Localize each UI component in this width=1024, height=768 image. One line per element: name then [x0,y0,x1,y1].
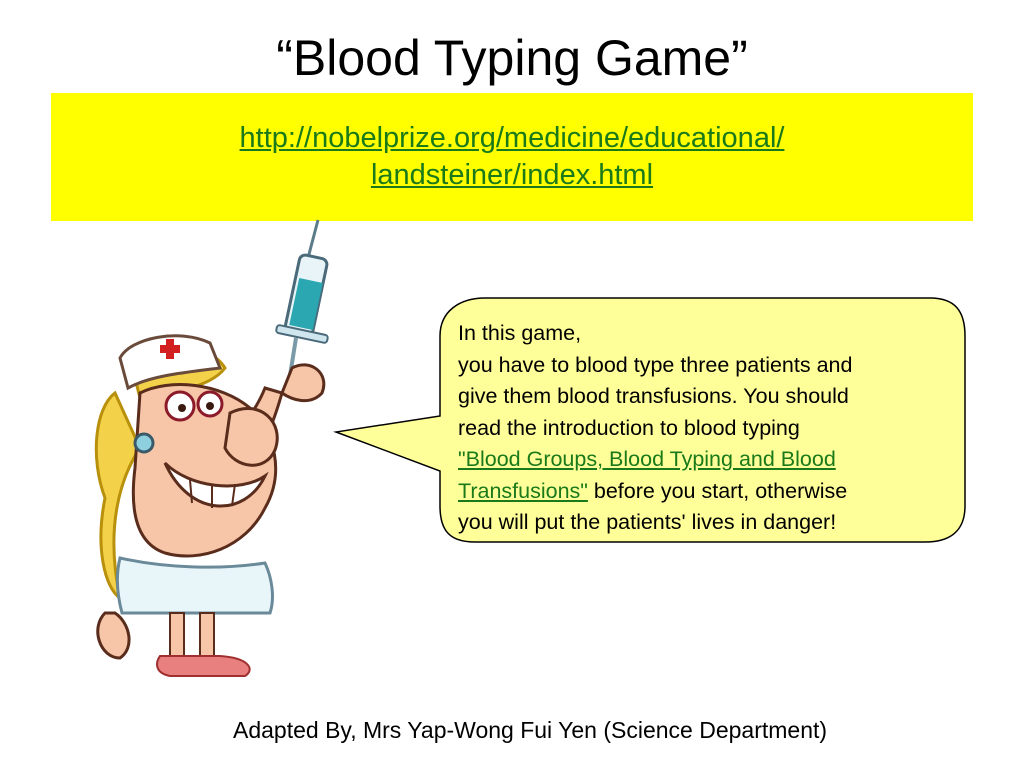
speech-bubble-text [458,318,948,539]
transfusions-link[interactable]: Transfusions" [458,478,588,503]
bubble-line: In this game, [458,321,582,345]
slide-title: “Blood Typing Game” [276,30,748,86]
game-link-line-1[interactable]: http://nobelprize.org/medicine/educational/ [239,122,785,154]
link-highlight-box [51,93,973,221]
bubble-line: you have to blood type three patients and [458,352,853,377]
credit-text: Adapted By, Mrs Yap-Wong Fui Yen (Science Department) [233,717,828,743]
syringe-icon [276,220,329,388]
game-link-line-2[interactable]: landsteiner/index.html [370,159,654,191]
bubble-line: give them blood transfusions. You should [458,384,849,408]
bubble-line-tail: before you start, otherwise [587,478,848,503]
nurse-illustration [60,218,360,688]
bubble-line: read the introduction to blood typing [458,415,800,440]
bubble-line [458,476,948,508]
bubble-line: you will put the patients' lives in danger! [458,510,837,534]
blood-groups-link[interactable]: "Blood Groups, Blood Typing and Blood [458,447,836,471]
bubble-line [458,444,948,476]
